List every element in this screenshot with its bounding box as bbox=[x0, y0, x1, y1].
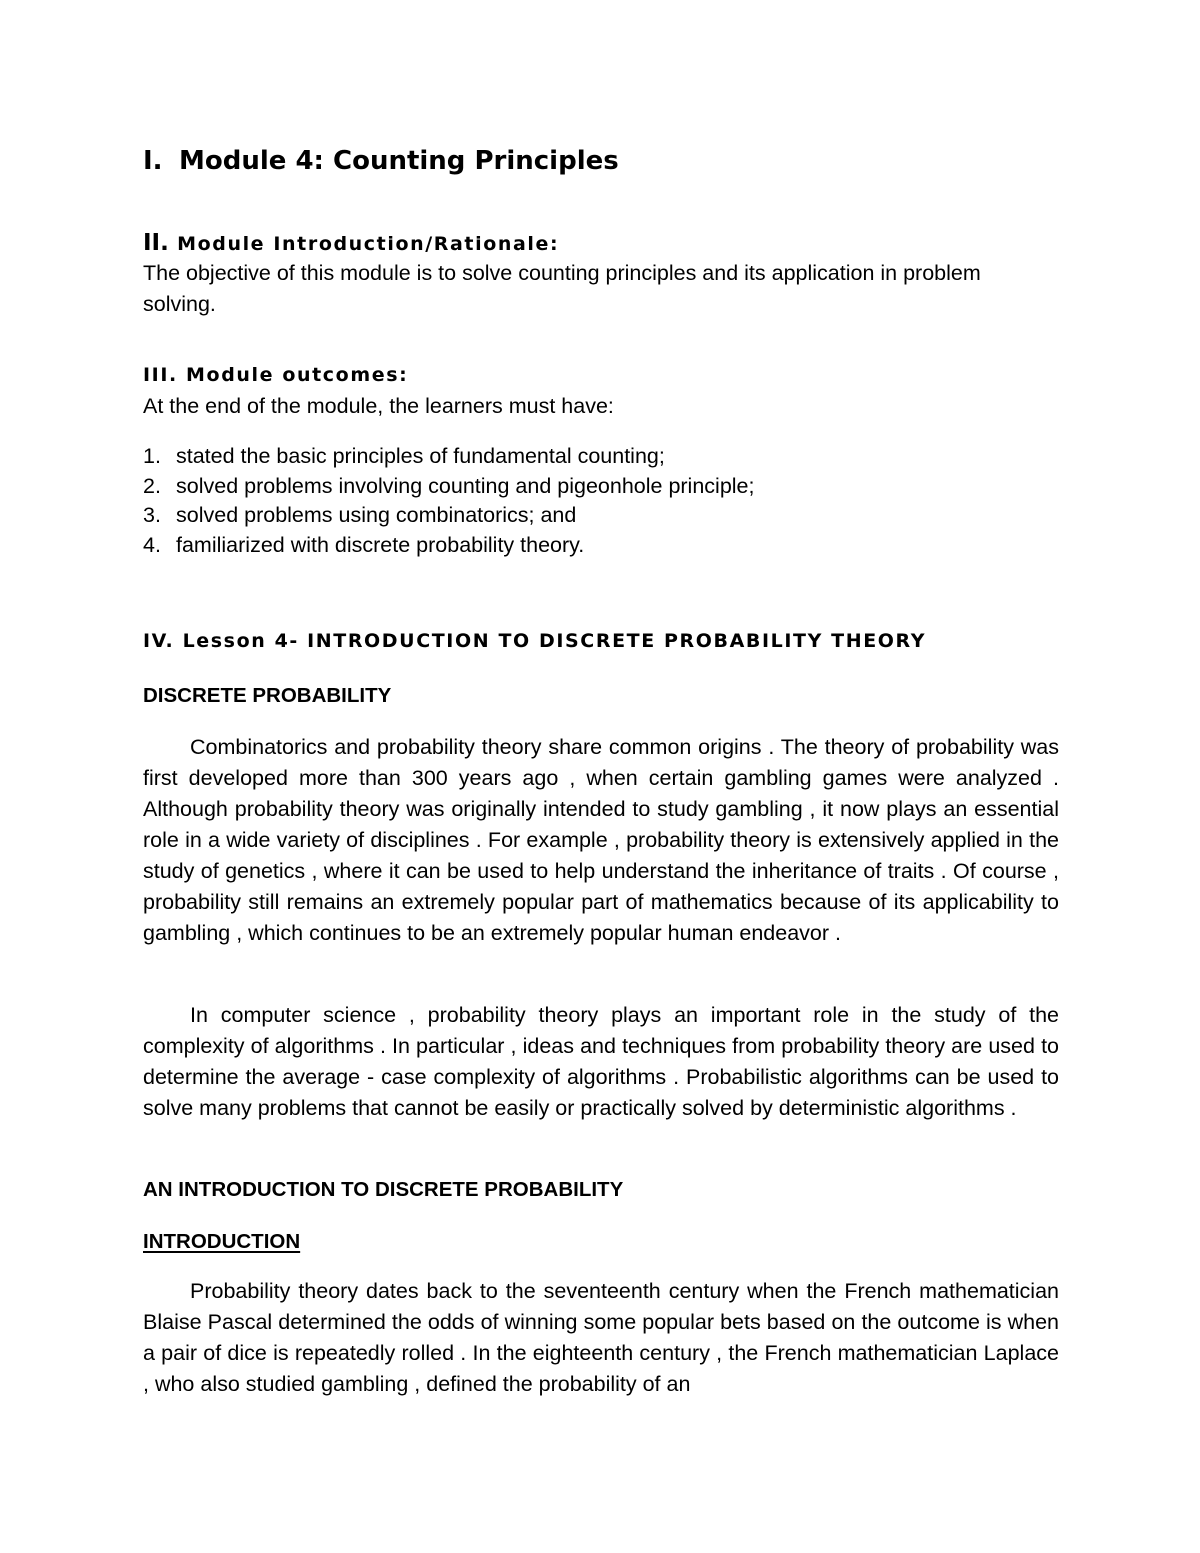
outcomes-heading bbox=[143, 362, 1059, 388]
introduction-subheading: INTRODUCTION bbox=[143, 1230, 301, 1253]
list-item: 4. familiarized with discrete probability theory. bbox=[143, 532, 585, 557]
intro-heading-number: II. bbox=[143, 230, 169, 256]
outcomes-heading-text: Module outcomes: bbox=[186, 364, 409, 386]
discrete-paragraph-2: In computer science , probability theory plays an important role in the study of the complexity of algorithms . In particular , ideas and techniques from probability theory are used to determine the average - case complexity of algorithms . Probabilistic algorithms can be used to solve many problems that cannot be easily or practically solved by deterministic algorithms . bbox=[143, 1003, 1059, 1120]
introduction-paragraph: Probability theory dates back to the seventeenth century when the French mathematician Blaise Pascal determined the odds of winning some popular bets based on the outcome is when a pair of dice is repeatedly rolled . In the eighteenth century , the French mathematician Laplace , who also studied gambling , defined the probability of an bbox=[143, 1279, 1059, 1396]
lesson-heading-text: Lesson 4- INTRODUCTION TO DISCRETE PROBABILITY THEORY bbox=[182, 630, 927, 652]
introduction-heading: AN INTRODUCTION TO DISCRETE PROBABILITY bbox=[143, 1178, 624, 1201]
outcomes-lead: At the end of the module, the learners must have: bbox=[143, 394, 614, 418]
list-item: 1. stated the basic principles of fundamental counting; bbox=[143, 444, 665, 468]
discrete-heading: DISCRETE PROBABILITY bbox=[143, 684, 392, 707]
intro-heading bbox=[143, 230, 1059, 257]
module-title-text: Module 4: Counting Principles bbox=[179, 146, 619, 176]
list-item: 2. solved problems involving counting and pigeonhole principle; bbox=[143, 473, 755, 498]
lesson-heading-number: IV. bbox=[143, 630, 175, 652]
intro-heading-text: Module Introduction/Rationale: bbox=[177, 233, 560, 255]
list-item: 3. solved problems using combinatorics; and bbox=[143, 503, 577, 527]
module-title bbox=[143, 145, 1059, 177]
module-title-number: I. bbox=[143, 146, 163, 176]
outcomes-heading-number: III. bbox=[143, 364, 178, 386]
outcomes-list bbox=[143, 442, 1059, 560]
discrete-paragraph-1: Combinatorics and probability theory share common origins . The theory of probability was first developed more than 300 years ago , when certain gambling games were analyzed . Although probability theory was originally intended to study gambling , it now plays an essential role in a wide variety of disciplines . For example , probability theory is extensively applied in the study of genetics , where it can be used to help understand the inheritance of traits . Of course , probability still remains an extremely popular part of mathematics because of its applicability to gambling , which continues to be an extremely popular human endeavor . bbox=[143, 735, 1059, 945]
lesson-heading bbox=[143, 628, 1059, 654]
intro-text: The objective of this module is to solve counting principles and its application in problem solving. bbox=[143, 261, 981, 316]
